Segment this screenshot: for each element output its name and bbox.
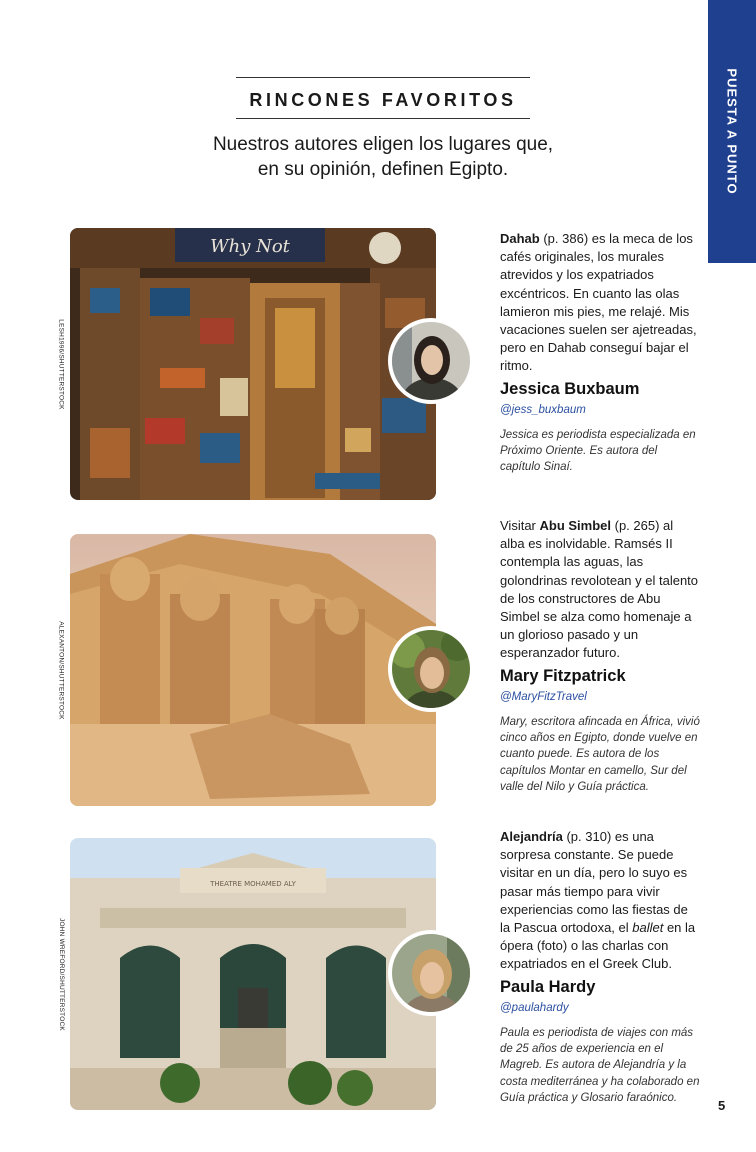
- photo-sign-text: THEATRE MOHAMED ALY: [210, 880, 296, 888]
- place-name: Abu Simbel: [539, 518, 612, 533]
- author-handle: @paulahardy: [500, 1002, 569, 1014]
- photo-dahab: [70, 228, 436, 500]
- photo-abu-simbel: [70, 534, 436, 806]
- author-name: Paula Hardy: [500, 978, 596, 996]
- avatar-jessica: [388, 318, 474, 404]
- avatar-paula: [388, 930, 474, 1016]
- photo-sign-text: Why Not: [210, 236, 290, 257]
- photo-credit: ALEXANTON/SHUTTERSTOCK: [57, 620, 65, 720]
- page-number: 5: [718, 1098, 726, 1113]
- author-bio: Jessica es periodista especializada en Próximo Oriente. Es autora del capítulo Sinaí.: [500, 429, 696, 474]
- intro-line-2: en su opinión, definen Egipto.: [257, 159, 509, 180]
- title-rule-bottom: [236, 118, 530, 119]
- author-handle: @MaryFitzTravel: [500, 691, 587, 703]
- side-tab-label: PUESTA A PUNTO: [724, 68, 740, 195]
- photo-credit: LESH1996/SHUTTERSTOCK: [57, 318, 65, 410]
- intro-text: [160, 132, 606, 182]
- author-name: Jessica Buxbaum: [500, 380, 640, 398]
- title-rule-top: [236, 77, 530, 78]
- author-handle: @jess_buxbaum: [500, 404, 586, 416]
- description-alejandria: Alejandría (p. 310) es una sorpresa constante. Se puede visitar en un día, pero lo suyo es pasar más tiempo para vivir experiencias como las fiestas de la Pascua ortodoxa, el ballet en la ópera (foto) o las charlas con expatriados en el Greek Club.: [500, 829, 696, 972]
- photo-credit: JOHN WREFORD/SHUTTERSTOCK: [57, 917, 65, 1031]
- photo-alejandria: [70, 838, 436, 1110]
- author-bio: Paula es periodista de viajes con más de 25 años de experiencia en el Magreb. Es autora de Alejandría y la costa mediterránea y ha colaborado en Guía práctica y Glosario faraónico.: [500, 1027, 700, 1104]
- author-bio: Mary, escritora afincada en África, vivió cinco años en Egipto, donde vuelve en cuanto puede. Es autora de los capítulos Montar en camello, Sur del valle del Nilo y Guía práctica.: [500, 716, 700, 793]
- intro-line-1: Nuestros autores eligen los lugares que,: [212, 134, 554, 155]
- avatar-mary: [388, 626, 474, 712]
- place-name: Alejandría: [500, 829, 563, 844]
- description-abu-simbel: Visitar Abu Simbel (p. 265) al alba es inolvidable. Ramsés II contempla las aguas, las golondrinas revolotean y el talento de los constructores de Abu Simbel se alza como homenaje a un glorioso pasado y un esperanzador futuro.: [500, 518, 699, 661]
- section-title: RINCONES FAVORITOS: [249, 90, 517, 110]
- section-side-tab: [708, 0, 756, 263]
- description-dahab: Dahab (p. 386) es la meca de los cafés originales, los murales atrevidos y los expatriados excéntricos. En cuanto las olas lamieron mis pies, me relajé. Mis vacaciones suelen ser ajetreadas, pero en Dahab conseguí bajar el ritmo.: [500, 231, 697, 374]
- author-name: Mary Fitzpatrick: [500, 667, 626, 685]
- place-name: Dahab: [500, 231, 540, 246]
